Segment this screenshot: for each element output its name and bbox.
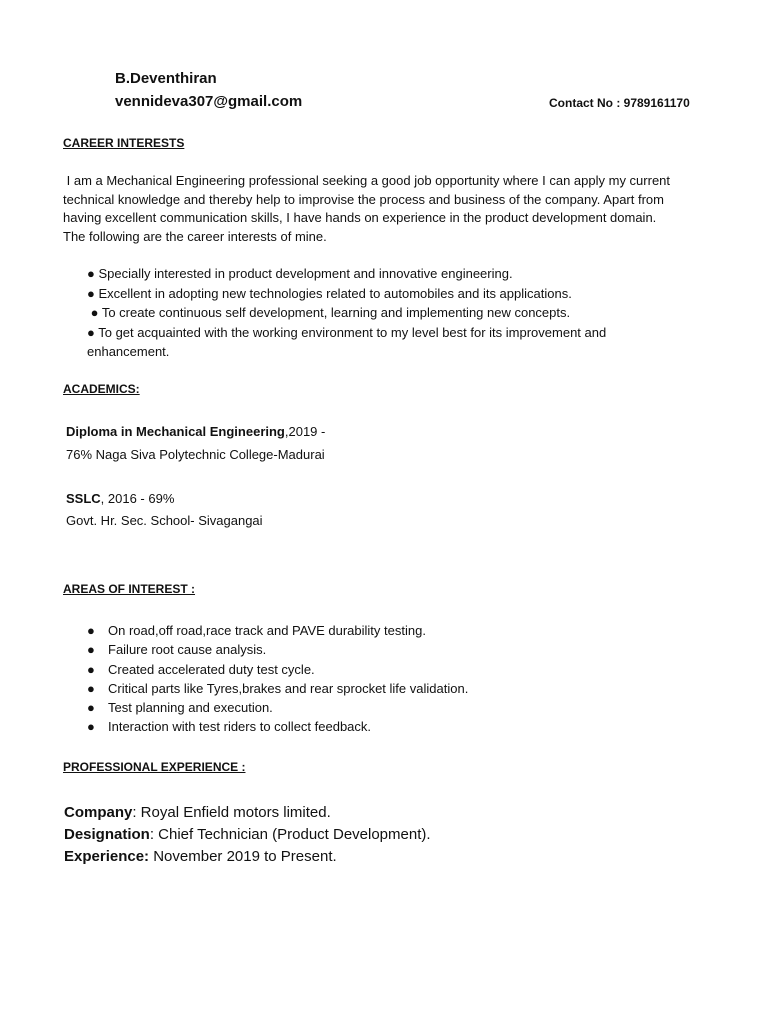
list-item-text: Interaction with test riders to collect feedback.: [108, 719, 372, 735]
career-interests-heading: CAREER INTERESTS: [63, 136, 185, 150]
candidate-email: vennideva307@gmail.com: [115, 93, 303, 110]
list-item: [87, 717, 468, 736]
company-value: : Royal Enfield motors limited.: [132, 804, 331, 821]
professional-experience-heading: PROFESSIONAL EXPERIENCE :: [63, 760, 246, 774]
sslc-detail: Govt. Hr. Sec. School- Sivagangai: [66, 513, 263, 528]
areas-of-interest-heading: AREAS OF INTEREST :: [63, 582, 196, 596]
career-bullet-list: [87, 264, 606, 362]
candidate-name: B.Deventhiran: [115, 70, 217, 87]
sslc-title: SSLC: [66, 491, 101, 506]
experience-block: [64, 802, 431, 868]
list-item: [87, 698, 468, 717]
list-item: [87, 679, 468, 698]
designation-label: Designation: [64, 826, 150, 843]
list-item-text: Failure root cause analysis.: [108, 642, 267, 658]
diploma-title: Diploma in Mechanical Engineering: [66, 424, 285, 439]
bullet-icon: ●: [87, 623, 95, 638]
bullet-icon: ●: [87, 700, 95, 716]
designation-value: : Chief Technician (Product Development).: [149, 826, 431, 843]
bullet-icon: ●: [87, 680, 95, 696]
diploma-detail: 76% Naga Siva Polytechnic College-Madurai: [66, 447, 325, 462]
list-item: [87, 621, 468, 640]
list-item-text: Test planning and execution.: [108, 700, 273, 716]
diploma-year: ,2019 -: [284, 424, 326, 439]
experience-line: [64, 846, 431, 868]
list-item: ● To create continuous self development, learning and implementing new concepts.: [87, 305, 571, 320]
designation-line: [64, 824, 431, 846]
sslc-year: , 2016 - 69%: [100, 491, 175, 506]
career-paragraph-line: technical knowledge and thereby help to improvise the process and business of the company. Apart from: [63, 191, 664, 207]
academics-heading: ACADEMICS:: [63, 382, 140, 396]
list-item-text: Critical parts like Tyres,brakes and rear sprocket life validation.: [108, 680, 469, 696]
areas-of-interest-list: [87, 621, 468, 737]
list-item: [87, 640, 468, 659]
career-paragraph-line: I am a Mechanical Engineering professional seeking a good job opportunity where I can apply my current: [63, 173, 671, 188]
company-label: Company: [64, 804, 133, 821]
list-item-text: On road,off road,race track and PAVE durability testing.: [108, 623, 426, 638]
contact-number: Contact No : 9789161170: [549, 96, 690, 110]
list-item: [87, 660, 468, 679]
list-item: ● Excellent in adopting new technologies related to automobiles and its applications.: [87, 285, 572, 301]
bullet-icon: ●: [87, 661, 95, 677]
experience-value: November 2019 to Present.: [149, 848, 337, 865]
list-item: enhancement.: [87, 344, 170, 359]
list-item: ● Specially interested in product development and innovative engineering.: [87, 266, 513, 281]
career-paragraph-line: having excellent communication skills, I have hands on experience in the product development domain.: [63, 210, 657, 225]
bullet-icon: ●: [87, 642, 95, 658]
sslc-line: [66, 491, 174, 506]
list-item-text: Created accelerated duty test cycle.: [108, 661, 315, 677]
diploma-line: [66, 424, 325, 439]
experience-label: Experience:: [64, 848, 150, 865]
bullet-icon: ●: [87, 719, 95, 735]
list-item: ● To get acquainted with the working environment to my level best for its improvement and: [87, 324, 607, 340]
career-paragraph-line: The following are the career interests of mine.: [63, 228, 327, 244]
company-line: [64, 802, 431, 824]
career-paragraph: [63, 172, 723, 246]
